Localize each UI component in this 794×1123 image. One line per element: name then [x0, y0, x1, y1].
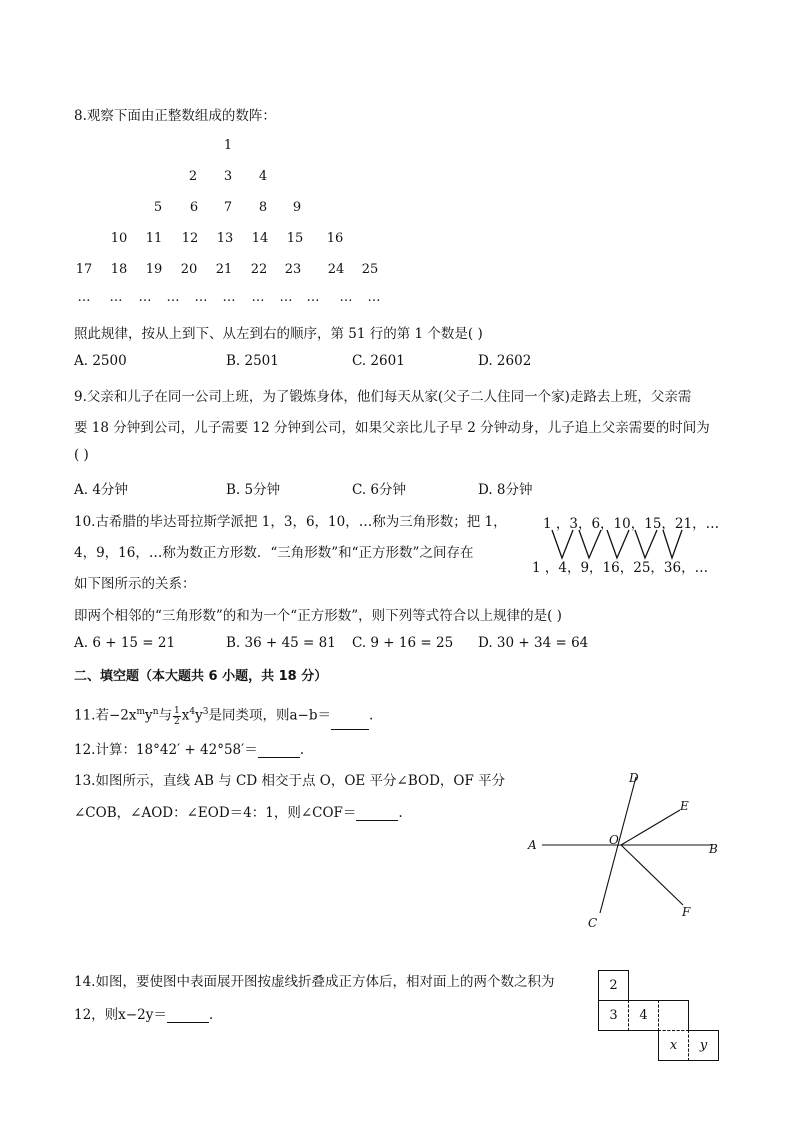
- array-ellipsis: …: [367, 290, 381, 305]
- label-d: D: [629, 771, 639, 785]
- q10-options: [74, 635, 734, 655]
- q10-option-d[interactable]: D. 30 + 34 = 64: [478, 635, 589, 651]
- array-ellipsis: …: [77, 290, 91, 305]
- array-number: 5: [153, 200, 163, 215]
- triangle-numbers-row: 1 ，3，6，10，15，21，…: [543, 516, 720, 532]
- net-value-3: 3: [609, 1008, 618, 1023]
- net-value-2: 2: [609, 978, 618, 993]
- q11-frac-den: 2: [173, 716, 180, 727]
- q11-term2: x: [181, 707, 190, 724]
- array-number: 19: [145, 262, 163, 277]
- array-ellipsis: …: [138, 290, 152, 305]
- net-value-x: x: [669, 1038, 678, 1053]
- array-number: 2: [188, 169, 198, 184]
- q11-exp-n: n: [152, 707, 159, 717]
- array-ellipsis: …: [279, 290, 293, 305]
- q11-line: [74, 698, 373, 726]
- net-cell-4: [628, 1000, 659, 1031]
- label-a: A: [528, 838, 537, 852]
- array-number: 21: [215, 262, 233, 277]
- label-e: E: [680, 799, 689, 813]
- square-numbers-row: 1 ，4，9，16，25，36，…: [532, 560, 709, 576]
- array-number: 20: [180, 262, 198, 277]
- q11-suffix: 是同类项，则a−b＝: [208, 707, 331, 724]
- array-number: 25: [361, 262, 379, 277]
- q8-option-b[interactable]: B. 2501: [226, 353, 279, 369]
- label-f: F: [682, 905, 691, 919]
- q10-line2: 4，9，16，…称为数正方形数．“三角形数”和“正方形数”之间存在: [74, 545, 474, 561]
- q10-option-c[interactable]: C. 9 + 16 = 25: [352, 635, 454, 651]
- array-number: 8: [258, 200, 268, 215]
- q8-option-d[interactable]: D. 2602: [478, 353, 532, 369]
- q11-frac-num: 1: [173, 705, 180, 716]
- net-cell-x: [658, 1030, 689, 1061]
- q10-option-b[interactable]: B. 36 + 45 = 81: [226, 635, 336, 651]
- q11-mid: 与: [158, 707, 172, 724]
- array-number: 14: [251, 231, 269, 246]
- q9-option-c[interactable]: C. 6分钟: [352, 482, 407, 498]
- q13-line1: 13.如图所示，直线 AB 与 CD 相交于点 O，OE 平分∠BOD，OF 平分: [74, 773, 506, 789]
- q8-stem: 8.观察下面由正整数组成的数阵：: [74, 108, 276, 124]
- array-number: 1: [223, 138, 233, 153]
- ray-of: [621, 845, 683, 905]
- q11-term1: −2x: [108, 707, 137, 724]
- array-number: 4: [258, 169, 268, 184]
- array-number: 17: [75, 262, 93, 277]
- array-ellipsis: …: [222, 290, 236, 305]
- q10-line3: 如下图所示的关系：: [74, 576, 196, 592]
- array-number: 11: [145, 231, 163, 246]
- q12-end: .: [299, 742, 305, 758]
- array-number: 24: [327, 262, 345, 277]
- q14-line2-text: 12，则x−2y＝: [74, 1007, 167, 1023]
- cube-net: [598, 970, 722, 1062]
- q13-end: .: [398, 805, 403, 821]
- array-number: 10: [110, 231, 128, 246]
- q14-end: .: [208, 1007, 214, 1023]
- array-number: 12: [181, 231, 199, 246]
- q10-line4: 即两个相邻的“三角形数”的和为一个“正方形数”，则下列等式符合以上规律的是( ): [74, 608, 562, 624]
- q11-answer-blank[interactable]: [331, 715, 369, 730]
- net-cell-2: [598, 970, 629, 1001]
- ray-oe: [621, 810, 680, 845]
- q11-exp-4: 4: [189, 707, 196, 717]
- q11-term1-y: y: [145, 707, 153, 724]
- array-number: 9: [292, 200, 302, 215]
- array-ellipsis: …: [194, 290, 208, 305]
- q9-option-b[interactable]: B. 5分钟: [226, 482, 281, 498]
- q10-option-a[interactable]: A. 6 + 15 = 21: [74, 635, 176, 651]
- q12-line: [74, 738, 304, 758]
- array-number: 23: [284, 262, 302, 277]
- net-value-4: 4: [639, 1008, 648, 1023]
- label-b: B: [709, 842, 718, 856]
- q13-answer-blank[interactable]: [356, 806, 398, 821]
- q9-option-a[interactable]: A. 4分钟: [74, 482, 128, 498]
- array-ellipsis: …: [166, 290, 180, 305]
- q8-options: [74, 353, 734, 373]
- array-number: 16: [326, 231, 344, 246]
- q11-exp-m: m: [136, 707, 146, 717]
- section-title-fill-in: 二、填空题（本大题共 6 小题，共 18 分）: [74, 669, 328, 684]
- q8-question: 照此规律，按从上到下、从左到右的顺序，第 51 行的第 1 个数是( ): [74, 326, 483, 342]
- net-cell-3: [598, 1000, 629, 1031]
- array-ellipsis: …: [251, 290, 265, 305]
- q11-fraction: [173, 706, 181, 727]
- q13-line2-text: ∠COB，∠AOD：∠EOD＝4：1，则∠COF＝: [74, 805, 357, 821]
- q8-option-c[interactable]: C. 2601: [352, 353, 405, 369]
- array-number: 18: [110, 262, 128, 277]
- q12-text: 12.计算：18°42′ + 42°58′＝: [74, 742, 258, 758]
- q9-options: [74, 478, 734, 498]
- q11-prefix: 11.若: [74, 707, 109, 724]
- q9-line1: 9.父亲和儿子在同一公司上班，为了锻炼身体，他们每天从家(父子二人住同一个家)走路去上班，父亲需: [74, 389, 692, 405]
- q9-line3: ( ): [74, 447, 89, 463]
- array-number: 6: [189, 200, 199, 215]
- label-o: O: [609, 833, 619, 847]
- q11-term2-y: y: [195, 707, 203, 724]
- q11-end: .: [368, 707, 374, 724]
- q14-answer-blank[interactable]: [167, 1008, 209, 1023]
- q12-answer-blank[interactable]: [258, 743, 300, 758]
- array-ellipsis: …: [339, 290, 353, 305]
- array-number: 3: [223, 169, 233, 184]
- q14-line2: [74, 1003, 213, 1023]
- net-cell-y: [688, 1030, 719, 1061]
- q9-line2: 要 18 分钟到公司，儿子需要 12 分钟到公司，如果父亲比儿子早 2 分钟动身，儿子追上父亲需要的时间为: [74, 420, 710, 436]
- array-number: 15: [286, 231, 304, 246]
- array-number: 7: [223, 200, 233, 215]
- array-number: 13: [216, 231, 234, 246]
- q14-line1: 14.如图，要使图中表面展开图按虚线折叠成正方体后，相对面上的两个数之积为: [74, 974, 555, 990]
- array-ellipsis: …: [109, 290, 123, 305]
- q8-option-a[interactable]: A. 2500: [74, 353, 127, 369]
- q13-line2: [74, 801, 403, 821]
- q10-line1: 10.古希腊的毕达哥拉斯学派把 1，3，6，10，…称为三角形数；把 1，: [74, 514, 507, 530]
- array-ellipsis: …: [306, 290, 320, 305]
- q11-exp-3: 3: [202, 707, 209, 717]
- net-cell-empty: [658, 1000, 689, 1031]
- angle-figure: [520, 765, 760, 935]
- net-value-y: y: [699, 1038, 708, 1053]
- q9-option-d[interactable]: D. 8分钟: [478, 482, 533, 498]
- label-c: C: [588, 916, 598, 930]
- array-number: 22: [250, 262, 268, 277]
